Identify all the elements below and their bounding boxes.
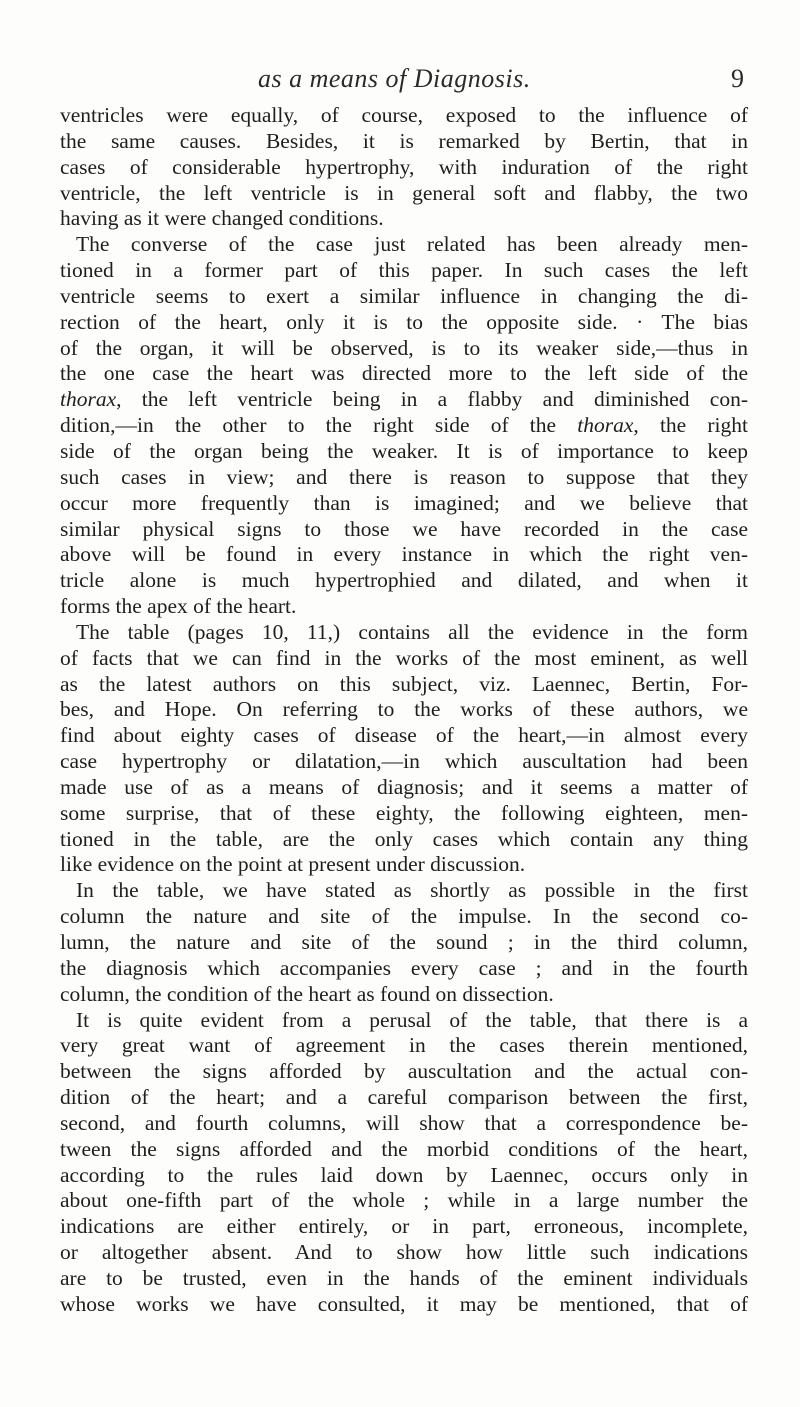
text-line: side of the organ being the weaker. It is of importance to keep [60, 438, 748, 463]
text-line: The converse of the case just related has been already men- [76, 232, 748, 257]
text-line: second, and fourth columns, will show that a correspondence be- [60, 1110, 748, 1135]
text-line: the one case the heart was directed more to the left side of the [60, 361, 748, 386]
text-line: thorax, the left ventricle being in a flabby and diminished con- [60, 387, 748, 412]
text-line: rection of the heart, only it is to the opposite side. · The bias [60, 309, 748, 334]
text-line: made use of as a means of diagnosis; and it seems a matter of [60, 774, 748, 799]
text-line: some surprise, that of these eighty, the following eighteen, men- [60, 800, 748, 825]
text-line: very great want of agreement in the cases therein mentioned, [60, 1033, 748, 1058]
text-line: It is quite evident from a perusal of the table, that there is a [76, 1007, 748, 1032]
italic-term: thorax [60, 387, 117, 412]
text-line: forms the apex of the heart. [60, 594, 297, 619]
text-line: occur more frequently than is imagined; and we believe that [60, 490, 748, 515]
text-line: tricle alone is much hypertrophied and dilated, and when it [60, 568, 748, 593]
text-line: like evidence on the point at present under discussion. [60, 852, 526, 877]
text-line: tween the signs afforded and the morbid conditions of the heart, [60, 1136, 748, 1161]
text-line: tioned in a former part of this paper. In such cases the left [60, 258, 748, 283]
text-line: or altogether absent. And to show how little such indications [60, 1240, 748, 1265]
text-line: ventricle, the left ventricle is in general soft and flabby, the two [60, 180, 748, 205]
text-line: between the signs afforded by auscultation and the actual con- [60, 1059, 748, 1084]
text-line: dition of the heart; and a careful comparison between the first, [60, 1085, 748, 1110]
page-number: 9 [731, 64, 744, 93]
text-line: the same causes. Besides, it is remarked by Bertin, that in [60, 128, 748, 153]
text-line: indications are either entirely, or in part, erroneous, incomplete, [60, 1214, 748, 1239]
text-line: cases of considerable hypertrophy, with induration of the right [60, 154, 748, 179]
text-line: ventricles were equally, of course, exposed to the influence of [60, 103, 748, 127]
text-line: of the organ, it will be observed, is to its weaker side,—thus in [60, 335, 748, 360]
text-line: are to be trusted, even in the hands of the eminent individuals [60, 1265, 748, 1290]
text-line: the diagnosis which accompanies every case ; and in the fourth [60, 955, 748, 980]
text-line: tioned in the table, are the only cases which contain any thing [60, 826, 748, 851]
text-line: according to the rules laid down by Laennec, occurs only in [60, 1162, 748, 1187]
text-line: about one-fifth part of the whole ; while in a large number the [60, 1188, 748, 1213]
text-line: as the latest authors on this subject, viz. Laennec, Bertin, For- [60, 671, 748, 696]
text-line: above will be found in every instance in which the right ven- [60, 542, 748, 567]
text-line: find about eighty cases of disease of the heart,—in almost every [60, 723, 748, 748]
text-line: The table (pages 10, 11,) contains all the evidence in the form [76, 619, 748, 644]
text-line: of facts that we can find in the works of the most eminent, as well [60, 645, 748, 670]
text-line: In the table, we have stated as shortly as possible in the first [76, 878, 748, 903]
running-title: as a means of Diagnosis. [258, 64, 531, 93]
text-line: whose works we have consulted, it may be mentioned, that of [60, 1291, 748, 1316]
text-line: similar physical signs to those we have recorded in the case [60, 516, 748, 541]
text-line: case hypertrophy or dilatation,—in which auscultation had been [60, 749, 748, 774]
text-line: bes, and Hope. On referring to the works of these authors, we [60, 697, 748, 722]
text-line: such cases in view; and there is reason to suppose that they [60, 464, 748, 489]
text-line: ventricle seems to exert a similar influence in changing the di- [60, 283, 748, 308]
text-line: having as it were changed conditions. [60, 206, 384, 231]
running-head [0, 64, 800, 104]
body-text [60, 103, 748, 1318]
text-line: column the nature and site of the impulse. In the second co- [60, 904, 748, 929]
text-line: column, the condition of the heart as found on dissection. [60, 981, 554, 1006]
italic-term: thorax [577, 413, 634, 438]
text-line: lumn, the nature and site of the sound ; in the third column, [60, 930, 748, 954]
text-line: dition,—in the other to the right side of the thorax, the right [60, 413, 748, 438]
